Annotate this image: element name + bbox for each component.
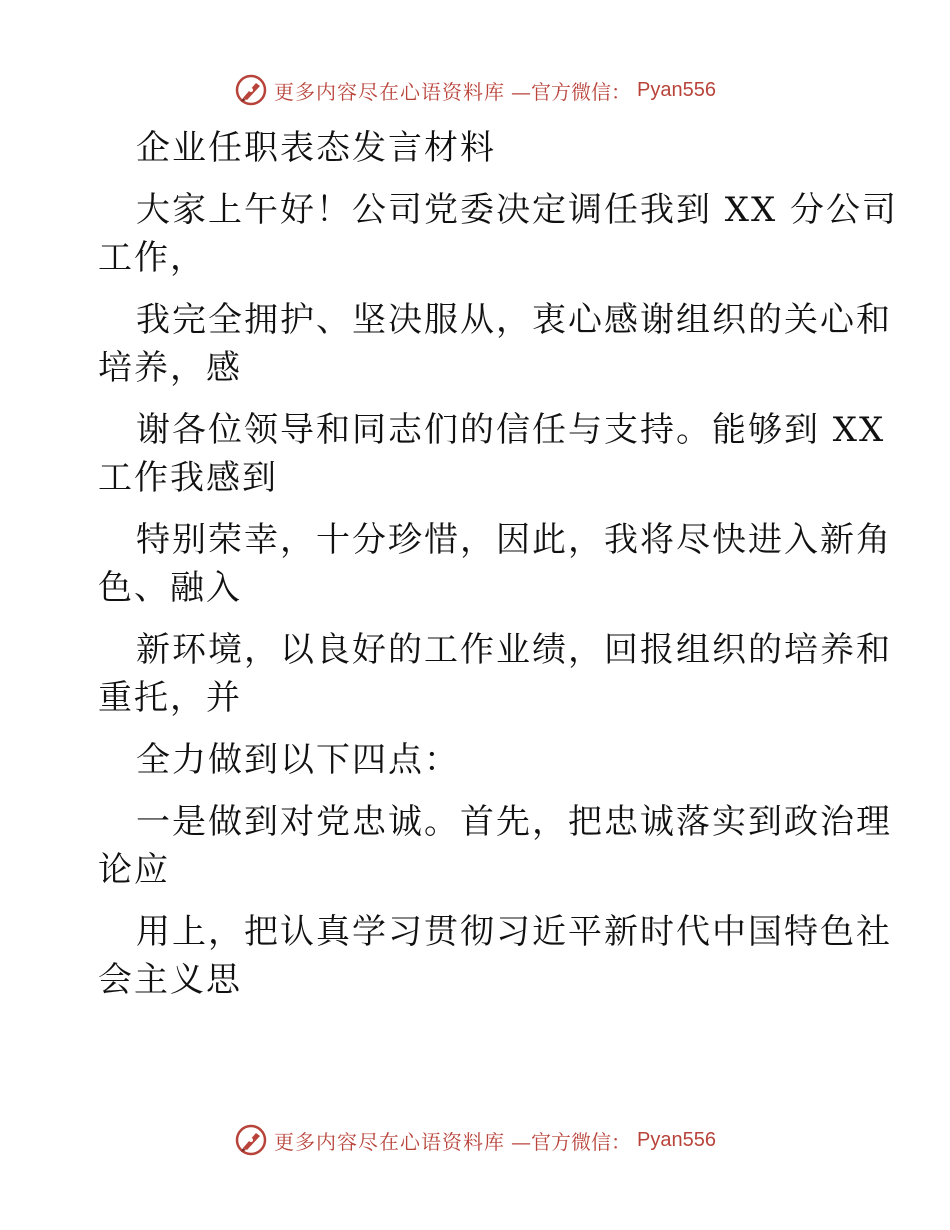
- paragraph-line: 大家上午好！公司党委决定调任我到 XX 分公司: [136, 190, 899, 230]
- paragraph-line: 我完全拥护、坚决服从，衷心感谢组织的关心和: [136, 300, 892, 340]
- banner-separator: —官方微信：: [511, 79, 632, 104]
- paragraph-line: 工作我感到: [98, 458, 278, 498]
- banner-wechat-id: Pyan556: [637, 1128, 716, 1151]
- header-watermark-banner: [0, 70, 950, 110]
- paragraph-line: 特别荣幸，十分珍惜，因此，我将尽快进入新角: [136, 520, 892, 560]
- paragraph-line: 全力做到以下四点：: [136, 740, 460, 780]
- paragraph-line: 用上，把认真学习贯彻习近平新时代中国特色社: [136, 912, 892, 952]
- paragraph-line: 一是做到对党忠诚。首先，把忠诚落实到政治理: [136, 802, 892, 842]
- document-title: 企业任职表态发言材料: [136, 128, 496, 168]
- banner-text: 更多内容尽在心语资料库: [274, 1129, 506, 1154]
- paragraph-line: 论应: [98, 850, 170, 890]
- paragraph-line: 会主义思: [98, 960, 242, 1000]
- banner-wechat-id: Pyan556: [637, 78, 716, 101]
- document-body: [98, 124, 899, 1004]
- paragraph-line: 色、融入: [98, 568, 242, 608]
- banner-text: 更多内容尽在心语资料库: [274, 79, 506, 104]
- footer-watermark-banner: [0, 1120, 950, 1160]
- paragraph-line: 重托，并: [98, 678, 242, 718]
- paragraph-line: 培养，感: [98, 348, 242, 388]
- banner-separator: —官方微信：: [511, 1129, 632, 1154]
- pen-logo-icon: [234, 73, 268, 107]
- pen-logo-icon: [234, 1123, 268, 1157]
- paragraph-line: 谢各位领导和同志们的信任与支持。能够到 XX: [136, 410, 886, 450]
- paragraph-line: 工作，: [98, 238, 206, 278]
- paragraph-line: 新环境，以良好的工作业绩，回报组织的培养和: [136, 630, 892, 670]
